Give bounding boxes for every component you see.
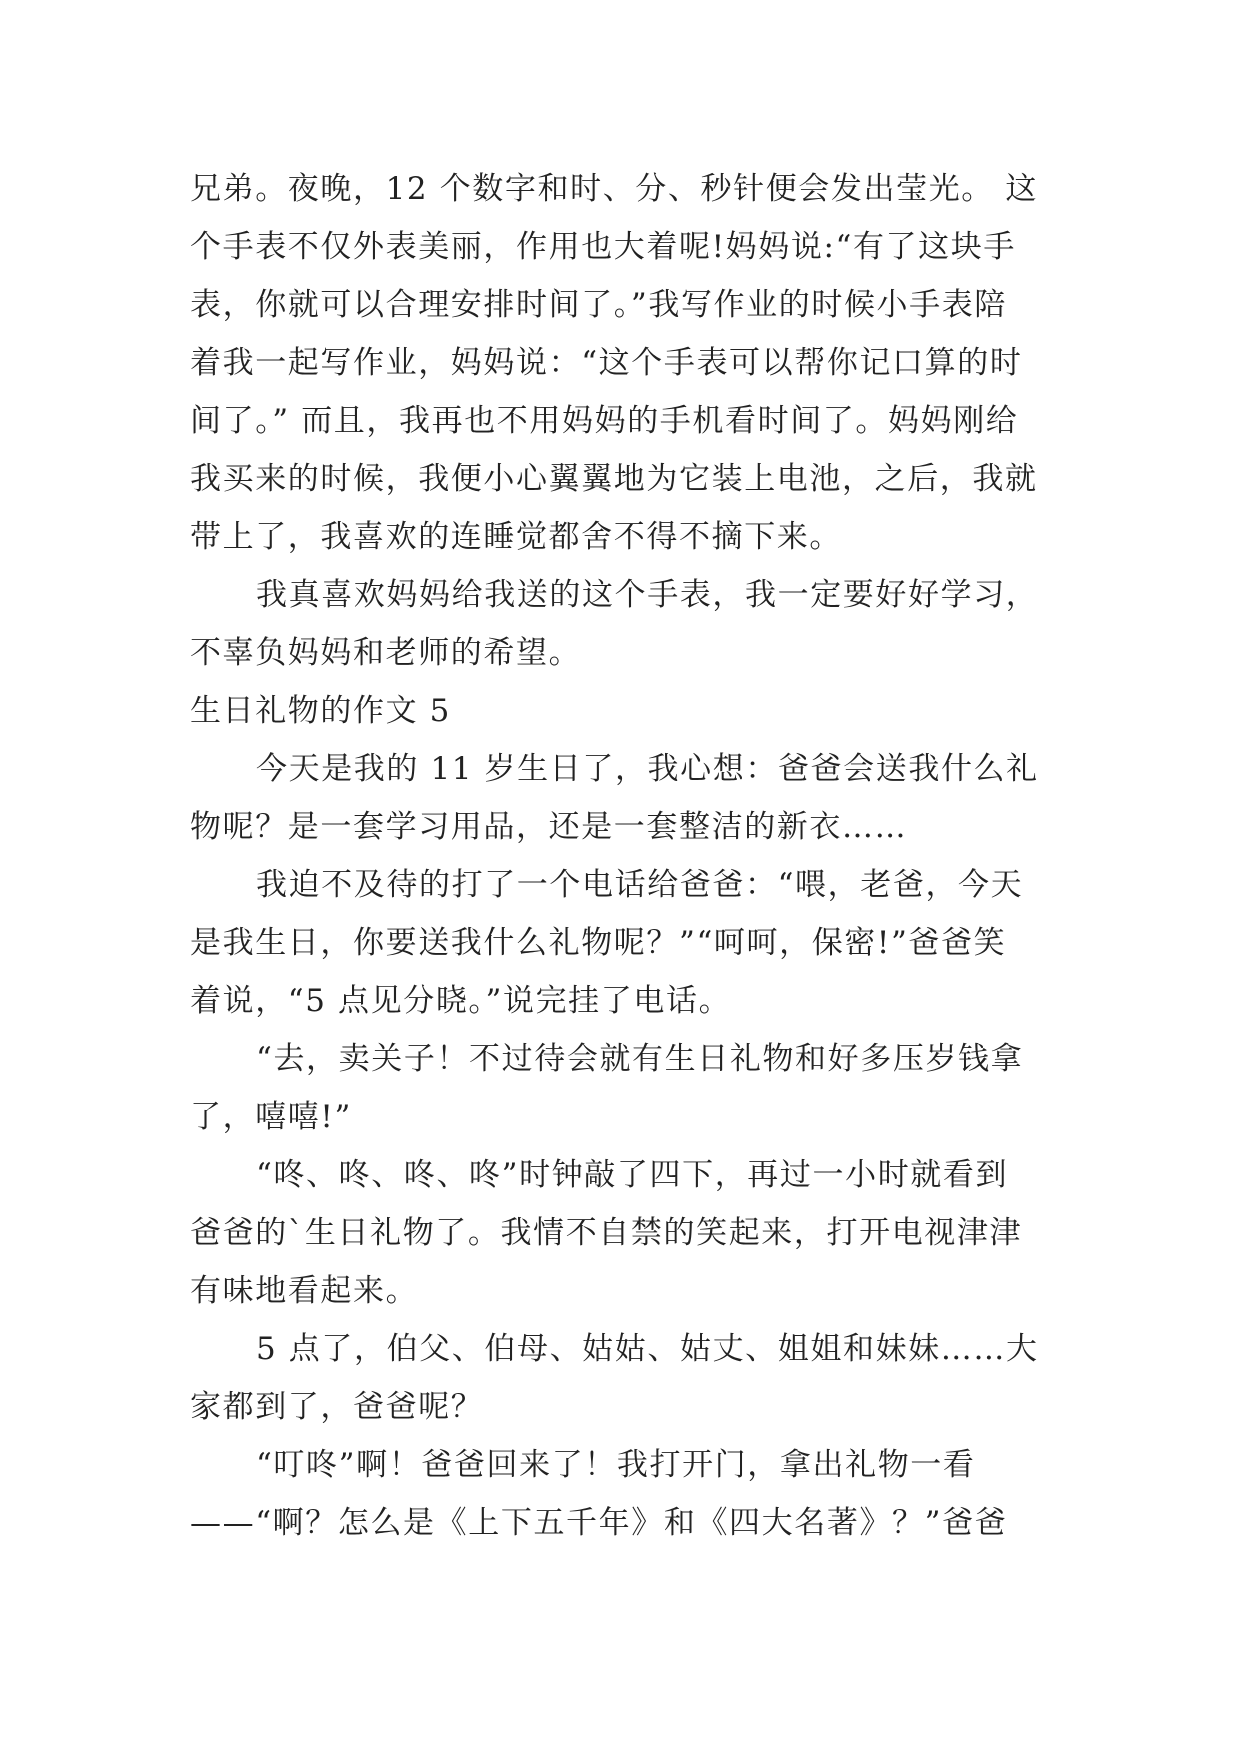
text-line: 表，你就可以合理安排时间了。”我写作业的时候小手表陪 (190, 287, 1007, 323)
text-line: 间了。” 而且，我再也不用妈妈的手机看时间了。妈妈刚给 (190, 403, 1019, 439)
text-line: 是我生日，你要送我什么礼物呢？”“呵呵，保密!”爸爸笑 (190, 925, 1007, 961)
paragraph-start-line: “去，卖关子！不过待会就有生日礼物和好多压岁钱拿 (256, 1041, 1024, 1077)
text-line: ——“啊？怎么是《上下五千年》和《四大名著》？”爸爸 (190, 1505, 1008, 1541)
text-line: 着我一起写作业，妈妈说：“这个手表可以帮你记口算的时 (190, 345, 1023, 381)
text-line: 着说，“5 点见分晓。”说完挂了电话。 (190, 983, 732, 1019)
paragraph-start-line: 我真喜欢妈妈给我送的这个手表，我一定要好好学习， (256, 577, 1039, 613)
text-line: 了，嘻嘻!” (190, 1099, 352, 1135)
document-page (190, 160, 1052, 1552)
text-line: 带上了，我喜欢的连睡觉都舍不得不摘下来。 (190, 519, 842, 555)
paragraph-start-line: “叮咚”啊！爸爸回来了！我打开门，拿出礼物一看 (256, 1447, 976, 1483)
text-line: 物呢？是一套学习用品，还是一套整洁的新衣…… (190, 809, 908, 845)
section-heading: 生日礼物的作文 5 (190, 693, 451, 729)
text-line: 爸爸的`生日礼物了。我情不自禁的笑起来，打开电视津津 (190, 1215, 1023, 1251)
text-line: 家都到了，爸爸呢？ (190, 1389, 484, 1425)
paragraph-start-line: 我迫不及待的打了一个电话给爸爸：“喂，老爸，今天 (256, 867, 1024, 903)
text-line: 个手表不仅外表美丽，作用也大着呢!妈妈说:“有了这块手 (190, 229, 1016, 265)
text-line: 兄弟。夜晚，12 个数字和时、分、秒针便会发出莹光。 这 (190, 171, 1038, 207)
paragraph-start-line: “咚、咚、咚、咚”时钟敲了四下，再过一小时就看到 (256, 1157, 1009, 1193)
text-line: 我买来的时候，我便小心翼翼地为它装上电池，之后，我就 (190, 461, 1038, 497)
paragraph-start-line: 今天是我的 11 岁生日了，我心想：爸爸会送我什么礼 (256, 751, 1039, 787)
paragraph-start-line: 5 点了，伯父、伯母、姑姑、姑丈、姐姐和妹妹……大 (256, 1331, 1039, 1367)
text-line: 不辜负妈妈和老师的希望。 (190, 635, 582, 671)
text-line: 有味地看起来。 (190, 1273, 419, 1309)
